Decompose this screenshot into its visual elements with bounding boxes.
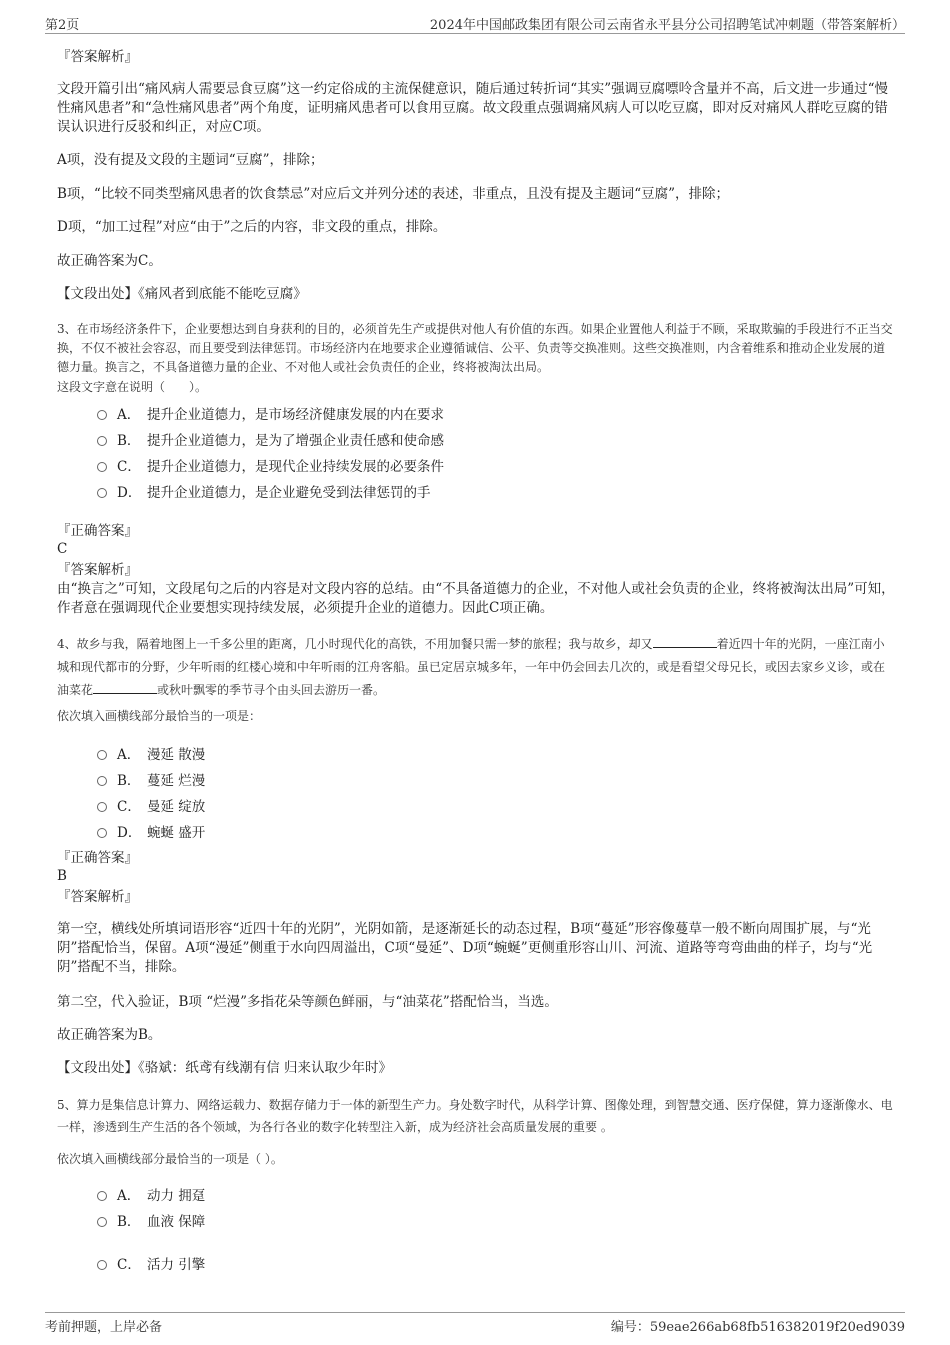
q2-source: 【文段出处】《痛风者到底能不能吃豆腐》 xyxy=(57,286,307,302)
q3-option-b[interactable]: B． 提升企业道德力，是为了增强企业责任感和使命感 xyxy=(97,429,444,449)
q3-answer-label: 『正确答案』 xyxy=(57,523,138,539)
q2-analysis-p4: D项，“加工过程”对应“由于”之后的内容，非文段的重点，排除。 xyxy=(57,219,447,235)
q2-analysis-p1: 文段开篇引出“痛风病人需要忌食豆腐”这一约定俗成的主流保健意识，随后通过转折词“其实”强调豆腐嘌呤含量并不高，后文进一步通过“慢性痛风患者”和“急性痛风患者”两个角度，证明痛风患者可以食用豆腐。故文段重点强调痛风病人可以吃豆腐，即对反对痛风人群吃豆腐的错误认识进行反驳和纠正，对应C项。 xyxy=(57,81,889,135)
q3-option-c[interactable]: C． 提升企业道德力，是现代企业持续发展的必要条件 xyxy=(97,455,444,475)
header-rule xyxy=(45,33,905,34)
radio-icon[interactable] xyxy=(97,802,107,812)
page-number: 第2页 xyxy=(45,18,80,33)
q3-option-a[interactable]: A． 提升企业道德力，是市场经济健康发展的内在要求 xyxy=(97,403,444,423)
q4-answer-label: 『正确答案』 xyxy=(57,850,138,866)
footer-rule xyxy=(45,1312,905,1313)
radio-icon[interactable] xyxy=(97,488,107,498)
q4-option-d[interactable]: D． 蜿蜒 盛开 xyxy=(97,821,205,841)
radio-icon[interactable] xyxy=(97,776,107,786)
radio-icon[interactable] xyxy=(97,462,107,472)
q5-option-a[interactable]: A． 动力 拥趸 xyxy=(97,1184,205,1204)
q4-source: 【文段出处】《骆斌：纸鸢有线潮有信 归来认取少年时》 xyxy=(57,1060,393,1076)
radio-icon[interactable] xyxy=(97,410,107,420)
radio-icon[interactable] xyxy=(97,1191,107,1201)
q4-option-b[interactable]: B． 蔓延 烂漫 xyxy=(97,769,205,789)
q5-question: 依次填入画横线部分最恰当的一项是（ ）。 xyxy=(57,1152,283,1166)
q3-stem: 3、在市场经济条件下，企业要想达到自身获利的目的，必须首先生产或提供对他人有价值的东西。如果企业置他人利益于不顾，采取欺骗的手段进行不正当交换，不仅不被社会容忍，而且要受到法律惩罚。市场经济内在地要求企业遵循诚信、公平、负责等交换准则。这些交换准则，内含着维系和推动企业发展的道德力量。换言之，不具备道德力量的企业、不对他人或社会负责任的企业，终将被淘汰出局。 xyxy=(57,322,893,374)
q4-stem: 4、故乡与我，隔着地图上一千多公里的距离，几小时现代化的高铁，不用加餐只需一梦的旅程；我与故乡，却又 着近四十年的光阴，一座江南小城和现代都市的分野，少年听雨的红楼心境和中年听雨的江舟客船。虽已定居京城多年，一年中仍会回去几次的，或是看望父母兄长，或因去家乡义诊，或在油菜花 或秋叶飘零的季节寻个由头回去游历一番。 xyxy=(57,637,886,697)
q4-analysis-label: 『答案解析』 xyxy=(57,889,138,905)
radio-icon[interactable] xyxy=(97,1217,107,1227)
q4-option-a[interactable]: A． 漫延 散漫 xyxy=(97,743,205,763)
document-title: 2024年中国邮政集团有限公司云南省永平县分公司招聘笔试冲刺题（带答案解析） xyxy=(429,18,905,33)
q4-option-c[interactable]: C． 曼延 绽放 xyxy=(97,795,205,815)
q2-analysis-label: 『答案解析』 xyxy=(57,49,138,65)
q3-analysis: 由“换言之”可知，文段尾句之后的内容是对文段内容的总结。由“不具备道德力的企业，不对他人或社会负责的企业，终将被淘汰出局”可知，作者意在强调现代企业要想实现持续发展，必须提升企业的道德力。因此C项正确。 xyxy=(57,581,895,616)
document-id: 编号：59eae266ab68fb516382019f20ed9039 xyxy=(610,1320,905,1335)
footer-slogan: 考前押题，上岸必备 xyxy=(45,1320,163,1335)
q3-answer: C xyxy=(57,541,68,557)
q5-option-c[interactable]: C． 活力 引擎 xyxy=(97,1253,205,1273)
radio-icon[interactable] xyxy=(97,1260,107,1270)
q4-answer: B xyxy=(57,868,67,884)
q4-question: 依次填入画横线部分最恰当的一项是： xyxy=(57,709,262,723)
q2-analysis-p5: 故正确答案为C。 xyxy=(57,253,162,269)
q4-analysis-p1: 第一空，横线处所填词语形容“近四十年的光阴”，光阴如箭，是逐渐延长的动态过程，B项“蔓延”形容像蔓草一般不断向周围扩展，与“光阴”搭配恰当，保留。A项“漫延”侧重于水向四周溢出，C项“曼延”、D项“蜿蜒”更侧重形容山川、河流、道路等弯弯曲曲的样子，均与“光阴”搭配不当，排除。 xyxy=(57,921,873,975)
q4-analysis-p2: 第二空，代入验证，B项 “烂漫”多指花朵等颜色鲜丽，与“油菜花”搭配恰当，当选。 xyxy=(57,994,558,1010)
radio-icon[interactable] xyxy=(97,750,107,760)
q2-analysis-p2: A项，没有提及文段的主题词“豆腐”，排除； xyxy=(57,152,324,168)
fill-blank-2 xyxy=(93,681,157,694)
q3-question: 这段文字意在说明（ ）。 xyxy=(57,380,208,394)
q5-stem: 5、算力是集信息计算力、网络运载力、数据存储力于一体的新型生产力。身处数字时代，从科学计算、图像处理，到智慧交通、医疗保健，算力逐渐像水、电一样，渗透到生产生活的各个领域，为各行各业的数字化转型注入新，成为经济社会高质量发展的重要 。 xyxy=(57,1098,893,1134)
q3-analysis-label: 『答案解析』 xyxy=(57,562,138,578)
radio-icon[interactable] xyxy=(97,436,107,446)
radio-icon[interactable] xyxy=(97,828,107,838)
q2-analysis-p3: B项，“比较不同类型痛风患者的饮食禁忌”对应后文并列分述的表述，非重点，且没有提及主题词“豆腐”，排除； xyxy=(57,186,730,202)
q4-analysis-p3: 故正确答案为B。 xyxy=(57,1027,162,1043)
q3-option-d[interactable]: D． 提升企业道德力，是企业避免受到法律惩罚的手 xyxy=(97,481,431,501)
fill-blank-1 xyxy=(653,635,717,648)
q5-option-b[interactable]: B． 血液 保障 xyxy=(97,1210,205,1230)
